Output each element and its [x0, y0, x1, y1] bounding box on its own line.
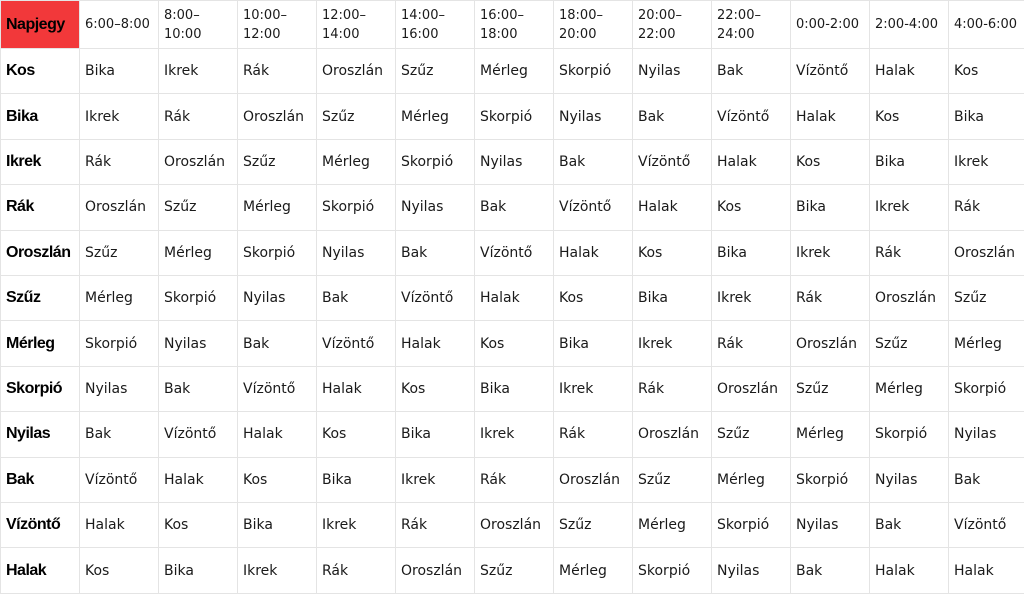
ascendant-cell: Halak	[870, 49, 949, 94]
ascendant-cell: Ikrek	[870, 185, 949, 230]
ascendant-cell: Oroszlán	[712, 366, 791, 411]
ascendant-cell: Kos	[712, 185, 791, 230]
ascendant-cell: Bika	[633, 276, 712, 321]
ascendant-cell: Skorpió	[238, 230, 317, 275]
ascendant-cell: Bak	[475, 185, 554, 230]
ascendant-cell: Mérleg	[238, 185, 317, 230]
ascendant-cell: Halak	[949, 548, 1024, 594]
ascendant-cell: Oroszlán	[238, 94, 317, 139]
ascendant-cell: Ikrek	[554, 366, 633, 411]
table-row	[1, 548, 1024, 594]
ascendant-cell: Bika	[159, 548, 238, 594]
ascendant-cell: Bak	[712, 49, 791, 94]
ascendant-cell: Bak	[633, 94, 712, 139]
sun-sign-label: Vízöntő	[1, 503, 80, 548]
ascendant-cell: Bika	[396, 412, 475, 457]
ascendant-cell: Nyilas	[317, 230, 396, 275]
ascendant-cell: Ikrek	[317, 503, 396, 548]
ascendant-cell: Bika	[475, 366, 554, 411]
ascendant-cell: Vízöntő	[238, 366, 317, 411]
time-slot-header: 18:00–20:00	[554, 1, 633, 49]
table-row	[1, 457, 1024, 502]
ascendant-cell: Mérleg	[554, 548, 633, 594]
time-slot-header: 4:00-6:00	[949, 1, 1024, 49]
sun-sign-label: Rák	[1, 185, 80, 230]
ascendant-cell: Szűz	[80, 230, 159, 275]
time-slot-header: 10:00–12:00	[238, 1, 317, 49]
sun-sign-label: Szűz	[1, 276, 80, 321]
ascendant-cell: Bak	[80, 412, 159, 457]
ascendant-cell: Ikrek	[949, 139, 1024, 184]
ascendant-cell: Szűz	[870, 321, 949, 366]
sun-sign-label: Kos	[1, 49, 80, 94]
ascendant-cell: Oroszlán	[949, 230, 1024, 275]
ascendant-cell: Bak	[396, 230, 475, 275]
ascendant-cell: Szűz	[633, 457, 712, 502]
ascendant-cell: Ikrek	[791, 230, 870, 275]
ascendant-cell: Bika	[949, 94, 1024, 139]
sun-sign-label: Skorpió	[1, 366, 80, 411]
ascendant-cell: Rák	[554, 412, 633, 457]
ascendant-cell: Mérleg	[475, 49, 554, 94]
ascendant-cell: Rák	[317, 548, 396, 594]
ascendant-cell: Bika	[317, 457, 396, 502]
ascendant-cell: Halak	[633, 185, 712, 230]
ascendant-cell: Skorpió	[317, 185, 396, 230]
ascendant-cell: Szűz	[791, 366, 870, 411]
ascendant-cell: Szűz	[317, 94, 396, 139]
time-slot-header: 0:00-2:00	[791, 1, 870, 49]
ascendant-cell: Rák	[791, 276, 870, 321]
ascendant-cell: Vízöntő	[80, 457, 159, 502]
ascendant-cell: Vízöntő	[396, 276, 475, 321]
ascendant-cell: Rák	[633, 366, 712, 411]
ascendant-cell: Kos	[317, 412, 396, 457]
ascendant-cell: Szűz	[159, 185, 238, 230]
ascendant-cell: Vízöntő	[949, 503, 1024, 548]
ascendant-cell: Halak	[712, 139, 791, 184]
ascendant-cell: Oroszlán	[633, 412, 712, 457]
ascendant-cell: Rák	[870, 230, 949, 275]
ascendant-cell: Mérleg	[396, 94, 475, 139]
ascendant-cell: Bak	[949, 457, 1024, 502]
sun-sign-label: Bak	[1, 457, 80, 502]
ascendant-cell: Szűz	[554, 503, 633, 548]
ascendant-cell: Halak	[80, 503, 159, 548]
ascendant-cell: Bak	[554, 139, 633, 184]
table-row	[1, 366, 1024, 411]
table-row	[1, 321, 1024, 366]
table-row	[1, 276, 1024, 321]
table-row	[1, 503, 1024, 548]
table-row	[1, 94, 1024, 139]
table-row	[1, 185, 1024, 230]
ascendant-cell: Nyilas	[949, 412, 1024, 457]
ascendant-cell: Nyilas	[791, 503, 870, 548]
table-row	[1, 139, 1024, 184]
ascendant-cell: Kos	[870, 94, 949, 139]
ascendant-cell: Kos	[80, 548, 159, 594]
ascendant-cell: Ikrek	[712, 276, 791, 321]
ascendant-cell: Bika	[554, 321, 633, 366]
ascendant-cell: Mérleg	[159, 230, 238, 275]
ascendant-cell: Rák	[80, 139, 159, 184]
ascendant-cell: Vízöntő	[712, 94, 791, 139]
ascendant-cell: Skorpió	[712, 503, 791, 548]
ascendant-cell: Rák	[396, 503, 475, 548]
ascendant-cell: Rák	[159, 94, 238, 139]
table-row	[1, 230, 1024, 275]
ascendant-cell: Oroszlán	[159, 139, 238, 184]
sun-sign-label: Ikrek	[1, 139, 80, 184]
ascendant-cell: Oroszlán	[870, 276, 949, 321]
ascendant-cell: Bika	[870, 139, 949, 184]
time-slot-header: 2:00-4:00	[870, 1, 949, 49]
ascendant-cell: Kos	[159, 503, 238, 548]
ascendant-cell: Ikrek	[80, 94, 159, 139]
ascendant-cell: Nyilas	[159, 321, 238, 366]
ascendant-cell: Skorpió	[475, 94, 554, 139]
sun-sign-label: Halak	[1, 548, 80, 594]
time-slot-header: 20:00–22:00	[633, 1, 712, 49]
ascendant-cell: Halak	[870, 548, 949, 594]
ascendant-cell: Szűz	[475, 548, 554, 594]
ascendant-cell: Bak	[159, 366, 238, 411]
table-row	[1, 412, 1024, 457]
ascendant-cell: Szűz	[238, 139, 317, 184]
time-slot-header: 22:00–24:00	[712, 1, 791, 49]
ascendant-cell: Szűz	[396, 49, 475, 94]
ascendant-cell: Nyilas	[554, 94, 633, 139]
ascendant-cell: Bak	[238, 321, 317, 366]
sun-sign-label: Oroszlán	[1, 230, 80, 275]
ascendant-cell: Kos	[633, 230, 712, 275]
ascendant-cell: Skorpió	[554, 49, 633, 94]
ascendant-cell: Oroszlán	[791, 321, 870, 366]
ascendant-cell: Bika	[238, 503, 317, 548]
ascendant-cell: Kos	[475, 321, 554, 366]
ascendant-cell: Vízöntő	[791, 49, 870, 94]
ascendant-cell: Bika	[791, 185, 870, 230]
ascendant-cell: Vízöntő	[317, 321, 396, 366]
ascendant-cell: Nyilas	[396, 185, 475, 230]
ascendant-cell: Skorpió	[949, 366, 1024, 411]
ascendant-cell: Nyilas	[633, 49, 712, 94]
sun-sign-label: Mérleg	[1, 321, 80, 366]
ascendant-cell: Skorpió	[159, 276, 238, 321]
ascendant-cell: Ikrek	[475, 412, 554, 457]
ascendant-cell: Skorpió	[80, 321, 159, 366]
ascendant-cell: Mérleg	[712, 457, 791, 502]
ascendant-cell: Ikrek	[238, 548, 317, 594]
ascendant-cell: Rák	[238, 49, 317, 94]
ascendant-cell: Vízöntő	[159, 412, 238, 457]
ascendant-cell: Oroszlán	[317, 49, 396, 94]
ascendant-cell: Oroszlán	[396, 548, 475, 594]
ascendant-cell: Mérleg	[80, 276, 159, 321]
time-slot-header: 14:00–16:00	[396, 1, 475, 49]
table-body	[1, 49, 1024, 594]
sun-sign-label: Nyilas	[1, 412, 80, 457]
ascendant-cell: Bak	[791, 548, 870, 594]
ascendant-cell: Halak	[475, 276, 554, 321]
ascendant-cell: Nyilas	[712, 548, 791, 594]
ascendant-cell: Vízöntő	[554, 185, 633, 230]
ascendant-cell: Skorpió	[791, 457, 870, 502]
ascendant-cell: Rák	[475, 457, 554, 502]
ascendant-cell: Halak	[396, 321, 475, 366]
ascendant-cell: Rák	[949, 185, 1024, 230]
ascendant-cell: Mérleg	[317, 139, 396, 184]
ascendant-cell: Vízöntő	[475, 230, 554, 275]
sun-sign-label: Bika	[1, 94, 80, 139]
ascendant-cell: Kos	[949, 49, 1024, 94]
ascendant-cell: Bak	[870, 503, 949, 548]
ascendant-cell: Nyilas	[870, 457, 949, 502]
ascendant-cell: Nyilas	[80, 366, 159, 411]
ascendant-cell: Ikrek	[633, 321, 712, 366]
ascendant-cell: Mérleg	[791, 412, 870, 457]
ascendant-cell: Halak	[791, 94, 870, 139]
ascendant-cell: Vízöntő	[633, 139, 712, 184]
header-row	[1, 1, 1024, 49]
ascendant-cell: Bika	[80, 49, 159, 94]
ascendant-cell: Kos	[238, 457, 317, 502]
ascendant-cell: Oroszlán	[475, 503, 554, 548]
ascendant-cell: Ikrek	[159, 49, 238, 94]
ascendant-cell: Nyilas	[475, 139, 554, 184]
ascendant-cell: Oroszlán	[554, 457, 633, 502]
ascendant-cell: Szűz	[712, 412, 791, 457]
time-slot-header: 16:00–18:00	[475, 1, 554, 49]
table-row	[1, 49, 1024, 94]
ascendant-cell: Bak	[317, 276, 396, 321]
ascendant-cell: Oroszlán	[80, 185, 159, 230]
ascendant-cell: Mérleg	[870, 366, 949, 411]
ascendant-cell: Mérleg	[949, 321, 1024, 366]
ascendant-cell: Szűz	[949, 276, 1024, 321]
ascendant-cell: Halak	[554, 230, 633, 275]
time-slot-header: 8:00–10:00	[159, 1, 238, 49]
ascendant-cell: Bika	[712, 230, 791, 275]
ascendant-cell: Kos	[396, 366, 475, 411]
corner-header-cell: Napjegy	[1, 1, 80, 49]
ascendant-cell: Skorpió	[396, 139, 475, 184]
time-slot-header: 12:00–14:00	[317, 1, 396, 49]
ascendant-cell: Nyilas	[238, 276, 317, 321]
ascendant-cell: Halak	[238, 412, 317, 457]
ascendant-cell: Halak	[159, 457, 238, 502]
ascendant-cell: Halak	[317, 366, 396, 411]
ascendant-cell: Mérleg	[633, 503, 712, 548]
ascendant-cell: Rák	[712, 321, 791, 366]
ascendant-cell: Kos	[554, 276, 633, 321]
ascendant-cell: Kos	[791, 139, 870, 184]
ascendant-cell: Skorpió	[870, 412, 949, 457]
ascendant-cell: Ikrek	[396, 457, 475, 502]
time-slot-header: 6:00–8:00	[80, 1, 159, 49]
ascendant-cell: Skorpió	[633, 548, 712, 594]
